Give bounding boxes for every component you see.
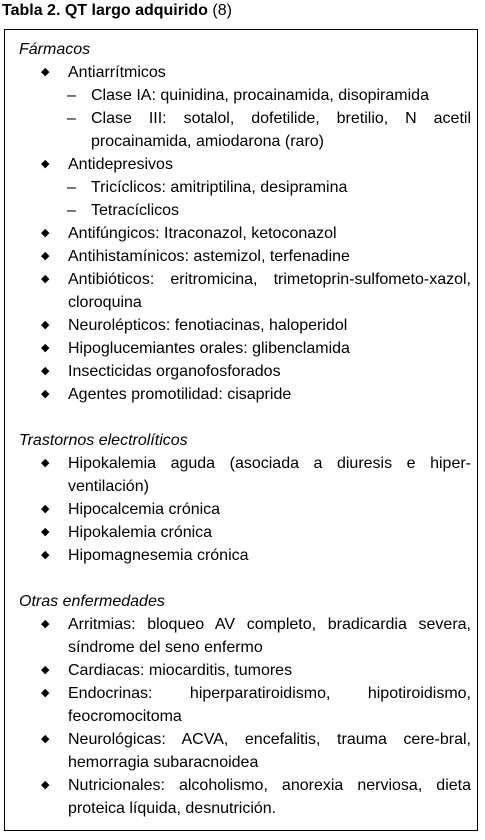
list-item: [19, 498, 471, 521]
section-spacer: [19, 567, 471, 590]
list-item: [19, 728, 471, 774]
table-caption-reference: (8): [212, 2, 232, 19]
sub-list: [68, 176, 471, 222]
dash-icon: –: [67, 179, 76, 196]
item-text: Antidepresivos: [68, 156, 173, 173]
bullet-icon: ◆: [41, 664, 50, 676]
item-text: Insecticidas organofosforados: [68, 363, 281, 380]
item-text: Hipokalemia aguda (asociada a diuresis e hiper-ventilación): [68, 455, 471, 495]
bullet-icon: ◆: [41, 779, 50, 791]
bullet-icon: ◆: [41, 365, 50, 377]
bullet-icon: ◆: [41, 319, 50, 331]
table-box: [4, 29, 478, 831]
bullet-icon: ◆: [41, 526, 50, 538]
section-title-farmacos: Fármacos: [19, 41, 91, 58]
item-text: Endocrinas: hiperparatiroidismo, hipotiroidismo, feocromocitoma: [68, 685, 471, 725]
sub-list: [68, 84, 471, 153]
sub-list-item: [19, 199, 471, 222]
list-item: [19, 360, 471, 383]
item-text: Antihistamínicos: astemizol, terfenadine: [68, 248, 350, 265]
list-item: [19, 774, 471, 820]
bullet-icon: ◆: [41, 733, 50, 745]
list-item: [19, 682, 471, 728]
list-item: [19, 383, 471, 406]
list-item: [19, 337, 471, 360]
item-text: Antifúngicos: Itraconazol, ketoconazol: [68, 225, 337, 242]
item-text: Hipocalcemia crónica: [68, 501, 221, 518]
list-item: [19, 153, 471, 222]
bullet-icon: ◆: [41, 457, 50, 469]
item-text: Cardiacas: miocarditis, tumores: [68, 662, 293, 679]
table-caption: [2, 0, 232, 22]
section-list-farmacos: [19, 61, 471, 406]
bullet-icon: ◆: [41, 66, 50, 78]
item-text: Agentes promotilidad: cisapride: [68, 386, 292, 403]
dash-icon: –: [67, 110, 76, 127]
section-list-otras: [19, 613, 471, 820]
bullet-icon: ◆: [41, 388, 50, 400]
bullet-icon: ◆: [41, 618, 50, 630]
table-caption-label: Tabla 2. QT largo adquirido: [2, 2, 208, 19]
item-text: Antibióticos: eritromicina, trimetoprin-sulfometo-xazol, cloroquina: [68, 271, 471, 311]
dash-icon: –: [67, 87, 76, 104]
sub-item-text: Tricíclicos: amitriptilina, desipramina: [91, 179, 348, 196]
item-text: Hipomagnesemia crónica: [68, 547, 249, 564]
list-item: [19, 222, 471, 245]
list-item: [19, 659, 471, 682]
sub-list-item: [19, 176, 471, 199]
section-spacer: [19, 406, 471, 429]
item-text: Hipoglucemiantes orales: glibenclamida: [68, 340, 350, 357]
item-text: Hipokalemia crónica: [68, 524, 213, 541]
section-title-trastornos: Trastornos electrolíticos: [19, 432, 188, 449]
bullet-icon: ◆: [41, 687, 50, 699]
list-item: [19, 521, 471, 544]
item-text: Antiarrítmicos: [68, 64, 166, 81]
table-content: [19, 38, 471, 820]
list-item: [19, 452, 471, 498]
list-item: [19, 61, 471, 153]
sub-item-text: Clase III: sotalol, dofetilide, bretilio, N acetil procainamida, amiodarona (raro): [91, 110, 471, 150]
list-item: [19, 268, 471, 314]
sub-list-item: [19, 84, 471, 107]
sub-item-text: Tetracíclicos: [91, 202, 180, 219]
list-item: [19, 245, 471, 268]
section-title-otras: Otras enfermedades: [19, 593, 165, 610]
bullet-icon: ◆: [41, 227, 50, 239]
item-text: Nutricionales: alcoholismo, anorexia nerviosa, dieta proteica líquida, desnutrición.: [68, 777, 471, 817]
list-item: [19, 613, 471, 659]
section-list-trastornos: [19, 452, 471, 567]
item-text: Arritmias: bloqueo AV completo, bradicardia severa, síndrome del seno enfermo: [68, 616, 471, 656]
item-text: Neurológicas: ACVA, encefalitis, trauma cere-bral, hemorragia subaracnoidea: [68, 731, 471, 771]
bullet-icon: ◆: [41, 250, 50, 262]
list-item: [19, 544, 471, 567]
bullet-icon: ◆: [41, 342, 50, 354]
sub-item-text: Clase IA: quinidina, procainamida, disopiramida: [91, 87, 429, 104]
dash-icon: –: [67, 202, 76, 219]
bullet-icon: ◆: [41, 158, 50, 170]
list-item: [19, 314, 471, 337]
item-text: Neurolépticos: fenotiacinas, haloperidol: [68, 317, 348, 334]
bullet-icon: ◆: [41, 273, 50, 285]
bullet-icon: ◆: [41, 503, 50, 515]
sub-list-item: [19, 107, 471, 153]
bullet-icon: ◆: [41, 549, 50, 561]
